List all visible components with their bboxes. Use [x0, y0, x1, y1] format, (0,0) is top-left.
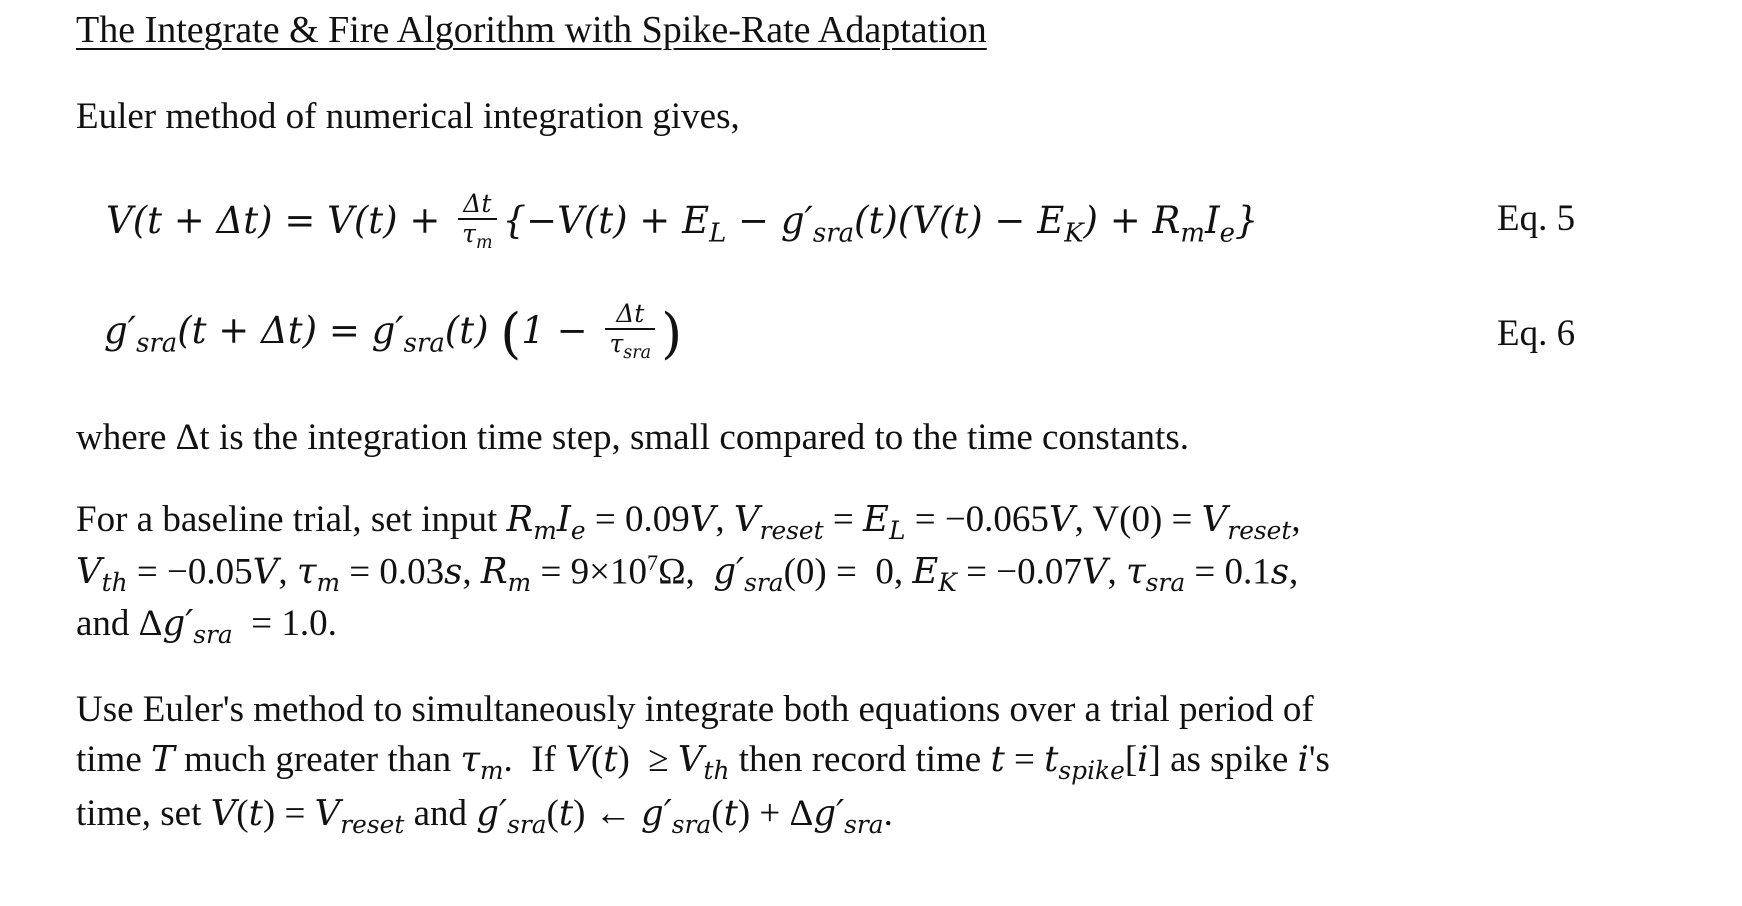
equation-6 — [104, 300, 682, 367]
instructions-line-2: time T much greater than $\tau_m$. If $V(t) \ge V_{th}$ then record time $t = t_{spike}[i]$ as spike i's — [76, 739, 1330, 786]
baseline-line-2: $V_{th} = -0.05V$, $\tau_m = 0.03s$, $R_m = 9\times 10^7\Omega$, $g'_{sra}(0) = 0$, $E_K = -0.07V$, $\tau_{sra} = 0.1s$, — [76, 550, 1299, 598]
eq6-rhs: ) — [661, 302, 683, 365]
eq5-rhs: $\{-V(t) + E_L - g'_{sra}(t)(V(t) - E_K) + R_mI_e\}$ — [502, 199, 1259, 249]
instructions-line-3: time, set $V(t) = V_{reset}$ and $g'_{sra}(t)$ ← $g'_{sra}(t) + \Delta g'_{sra}$. — [76, 793, 893, 840]
intro-text: Euler method of numerical integration gives, — [76, 96, 740, 137]
eq6-label: Eq. 6 — [1497, 313, 1576, 354]
eq5-fraction — [458, 190, 496, 257]
eq6-frac-num: Δt — [605, 300, 655, 330]
eq5-frac-num: Δt — [458, 190, 496, 220]
baseline-line-1: For a baseline trial, set input $R_mI_e = 0.09V$, $V_{reset} = E_L = -0.065V$, $V(0) = V_{reset}$, — [76, 499, 1301, 546]
eq6-fraction — [605, 300, 655, 367]
eq6-frac-den: $\tau_{sra}$ — [609, 329, 652, 363]
where-text: where Δt is the integration time step, small compared to the time constants. — [76, 417, 1189, 458]
instructions-line-1: Use Euler's method to simultaneously integrate both equations over a trial period of — [76, 689, 1314, 730]
eq6-lhs: $g'_{sra}(t + \Delta t) = g'_{sra}(t) (1$ − — [104, 302, 600, 365]
eq5-label: Eq. 5 — [1497, 198, 1576, 239]
eq5-lhs: V(t + Δt) = V(t) + — [106, 199, 453, 242]
equation-5 — [106, 190, 1258, 257]
document-title: The Integrate & Fire Algorithm with Spike-Rate Adaptation — [76, 9, 987, 51]
baseline-line-3: and $\Delta g'_{sra} = 1.0$. — [76, 603, 337, 650]
eq5-frac-den: $\tau_m$ — [462, 219, 493, 253]
